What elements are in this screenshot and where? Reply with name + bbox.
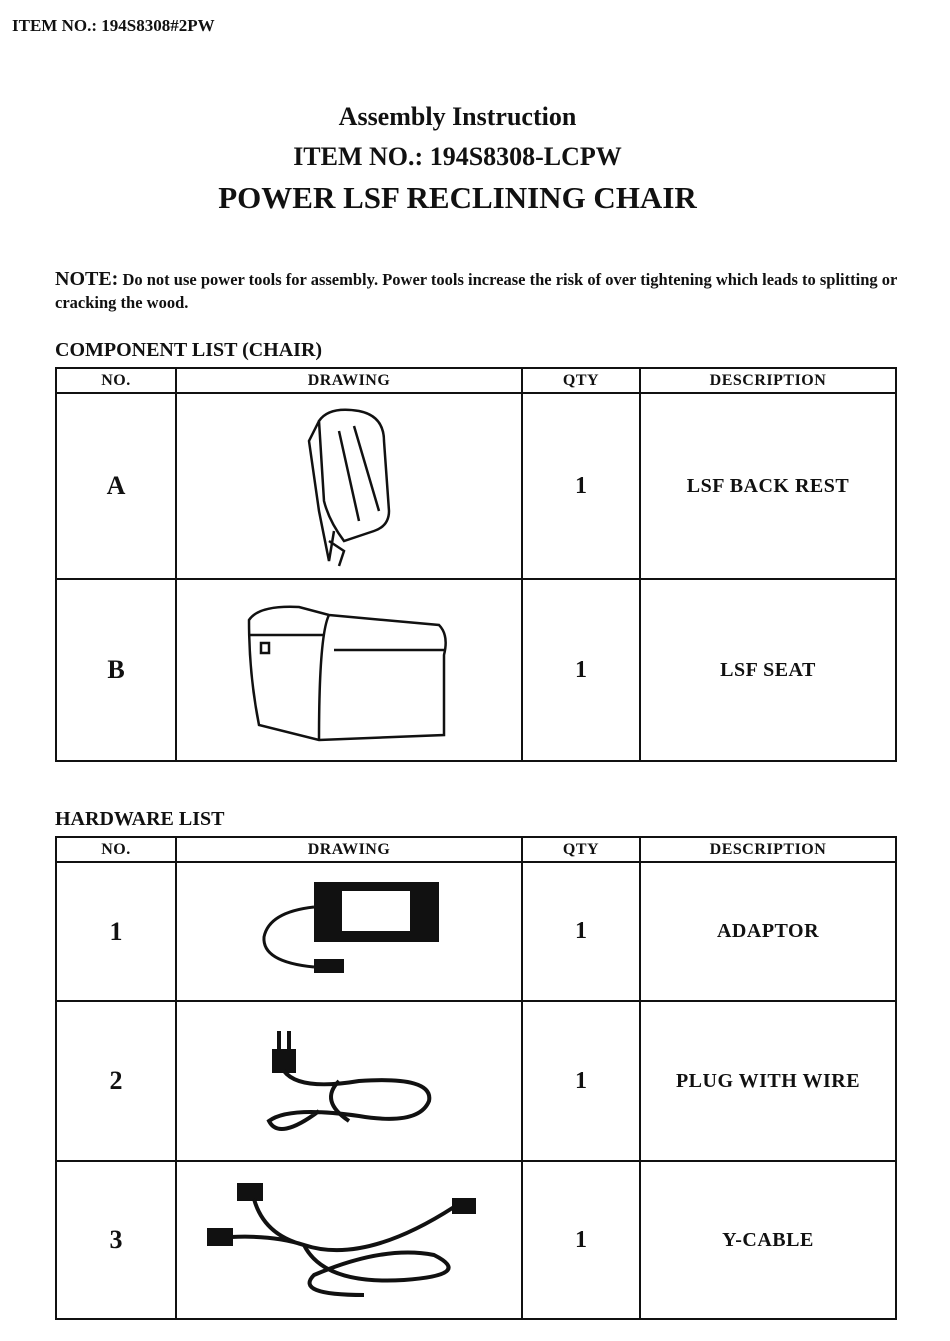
row-no: 3 (56, 1161, 176, 1319)
row-description: LSF SEAT (640, 579, 896, 761)
seat-drawing-icon (239, 595, 459, 745)
item-number-top: ITEM NO.: 194S8308#2PW (12, 16, 215, 35)
row-qty: 1 (522, 579, 640, 761)
col-description: DESCRIPTION (640, 837, 896, 862)
col-no: NO. (56, 368, 176, 393)
table-header (56, 837, 896, 862)
doc-title: Assembly Instruction (338, 102, 577, 131)
row-qty: 1 (522, 862, 640, 1001)
row-qty: 1 (522, 393, 640, 579)
product-name: POWER LSF RECLINING CHAIR (218, 180, 697, 215)
plug-wire-drawing-icon (259, 1021, 439, 1141)
row-no: A (56, 393, 176, 579)
row-qty: 1 (522, 1001, 640, 1161)
component-table (55, 367, 897, 762)
row-description: PLUG WITH WIRE (640, 1001, 896, 1161)
table-row (56, 862, 896, 1001)
item-number: ITEM NO.: 194S8308-LCPW (293, 142, 622, 171)
row-qty: 1 (522, 1161, 640, 1319)
row-description: ADAPTOR (640, 862, 896, 1001)
table-row (56, 393, 896, 579)
table-header (56, 368, 896, 393)
hardware-table (55, 836, 897, 1320)
col-drawing: DRAWING (176, 368, 522, 393)
note-label: NOTE: (55, 268, 119, 290)
adaptor-drawing-icon (254, 877, 444, 987)
row-no: B (56, 579, 176, 761)
note-text: Do not use power tools for assembly. Power tools increase the risk of over tightening which leads to splitting or cracking the wood. (55, 270, 898, 312)
col-qty: QTY (522, 368, 640, 393)
col-drawing: DRAWING (176, 837, 522, 862)
component-list-title: COMPONENT LIST (CHAIR) (55, 339, 323, 361)
row-description: LSF BACK REST (640, 393, 896, 579)
hardware-list-title: HARDWARE LIST (55, 808, 225, 830)
row-no: 2 (56, 1001, 176, 1161)
table-row (56, 1161, 896, 1319)
col-qty: QTY (522, 837, 640, 862)
table-row (56, 579, 896, 761)
note (55, 268, 905, 314)
col-no: NO. (56, 837, 176, 862)
y-cable-drawing-icon (204, 1175, 494, 1305)
row-description: Y-CABLE (640, 1161, 896, 1319)
backrest-drawing-icon (289, 401, 409, 571)
table-row (56, 1001, 896, 1161)
row-no: 1 (56, 862, 176, 1001)
col-description: DESCRIPTION (640, 368, 896, 393)
